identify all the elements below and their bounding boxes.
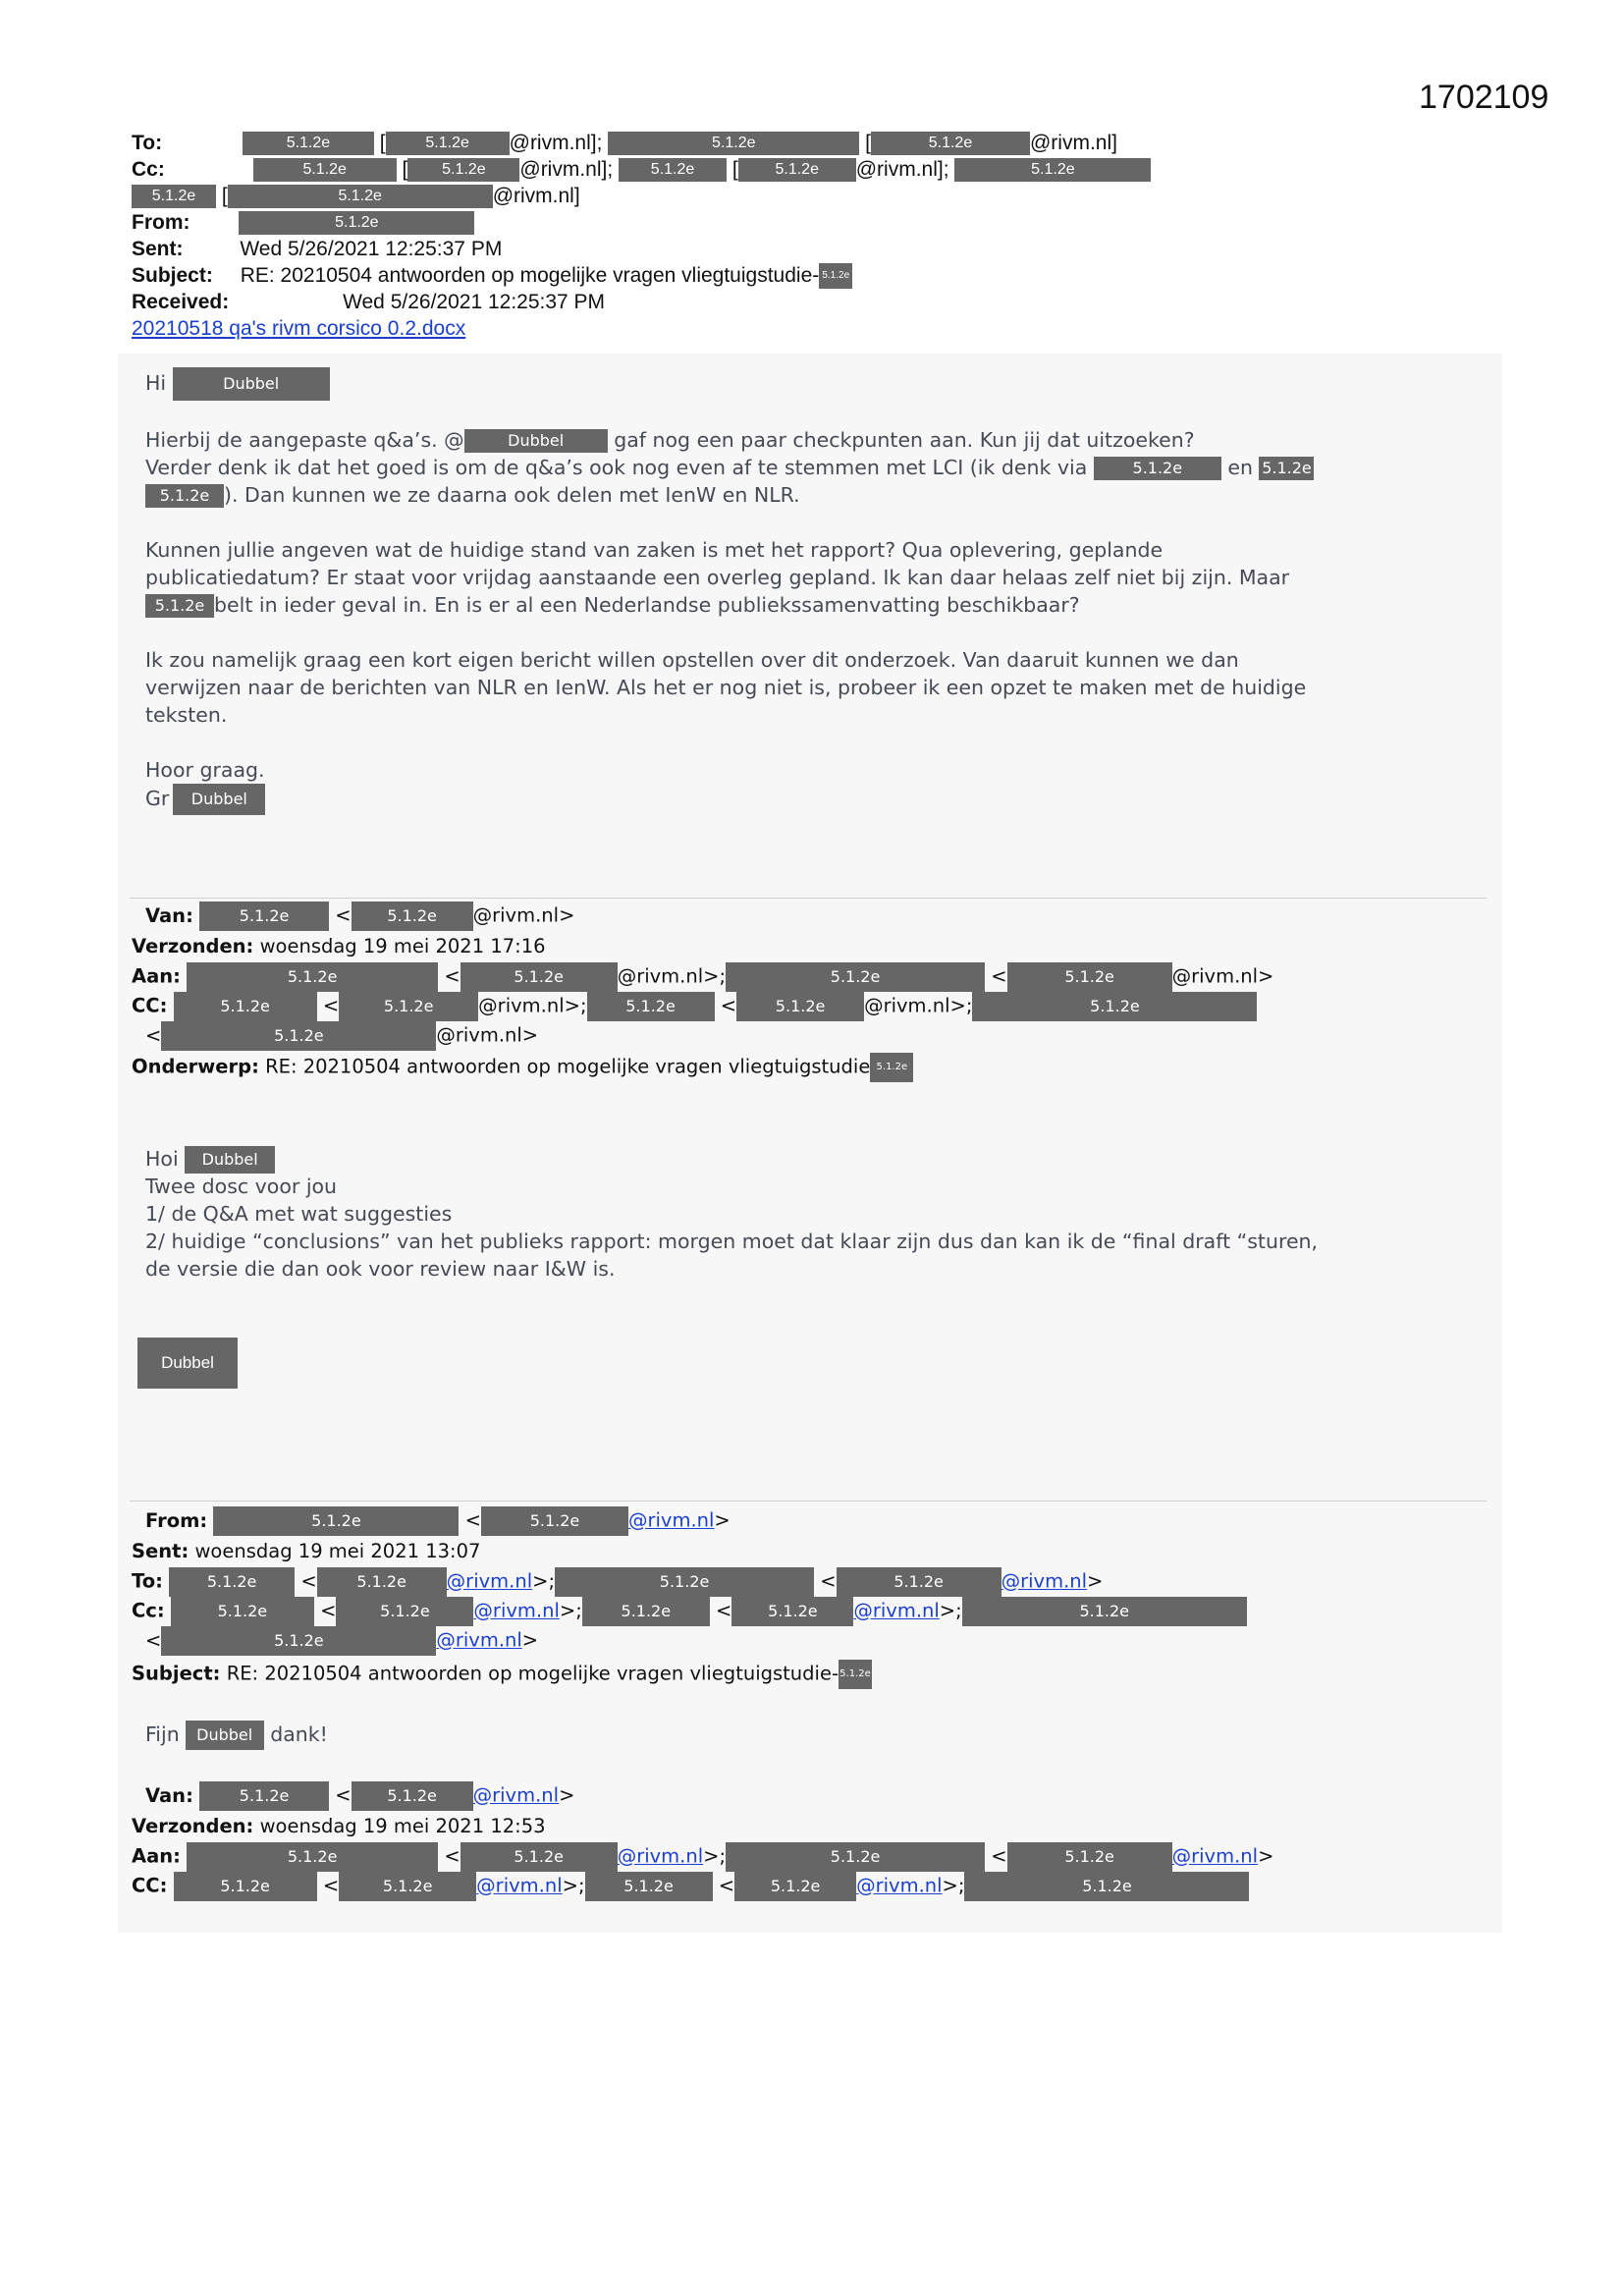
redaction: 5.1.2e xyxy=(187,1842,438,1872)
redaction: 5.1.2e xyxy=(145,594,214,618)
redaction: 5.1.2e xyxy=(481,1506,628,1536)
sent-value: Wed 5/26/2021 12:25:37 PM xyxy=(240,238,503,260)
body-line: 2/ huidige “conclusions” van het publieks rapport: morgen moet dat klaar zijn dus dan kan ik de “final draft “sturen, xyxy=(145,1230,1319,1253)
subject-label: Subject: xyxy=(132,264,213,287)
text: >; xyxy=(939,1599,962,1622)
redaction: 5.1.2e xyxy=(199,902,329,931)
paragraph-line: publicatiedatum? Er staat voor vrijdag aanstaande een overleg gepland. Ik kan daar helaas zelf niet bij zijn. Maar xyxy=(145,566,1290,589)
text: >; xyxy=(559,1599,582,1622)
redaction: 5.1.2e xyxy=(253,158,397,182)
text: < xyxy=(820,1569,837,1593)
cc-label: CC: xyxy=(132,1874,168,1897)
email2-van-line xyxy=(132,902,574,931)
email3-to-line xyxy=(132,1567,1103,1597)
email-link[interactable]: @rivm.nl xyxy=(476,1874,563,1897)
email-domain: @rivm.nl> xyxy=(1171,964,1274,988)
redaction: 5.1.2e xyxy=(1259,457,1314,480)
text: > xyxy=(521,1628,539,1652)
email-link[interactable]: @rivm.nl xyxy=(472,1783,560,1807)
redaction: 5.1.2e xyxy=(731,1597,853,1626)
separator xyxy=(130,1501,1487,1502)
redaction: 5.1.2e xyxy=(132,185,216,208)
email-link[interactable]: @rivm.nl xyxy=(1171,1844,1259,1868)
text: >; xyxy=(703,1844,727,1868)
paragraph-line xyxy=(145,481,800,509)
email1-cc-line2 xyxy=(132,183,580,209)
paragraph-line: teksten. xyxy=(145,703,228,727)
redaction: 5.1.2e xyxy=(962,1597,1247,1626)
separator xyxy=(130,898,1487,899)
redaction: 5.1.2e xyxy=(619,158,727,182)
redaction: 5.1.2e xyxy=(726,962,985,992)
redaction: 5.1.2e xyxy=(239,211,474,235)
redaction: 5.1.2e xyxy=(161,1626,436,1656)
body-line: Twee dosc voor jou xyxy=(145,1175,338,1198)
email-link[interactable]: @rivm.nl xyxy=(856,1874,943,1897)
redaction: 5.1.2e xyxy=(587,992,715,1021)
closing-line: Hoor graag. xyxy=(145,758,265,782)
text: Gr xyxy=(145,787,170,810)
email1-sent-line xyxy=(132,236,502,262)
email4-verzonden-line xyxy=(132,1813,546,1839)
text: < xyxy=(464,1508,481,1532)
verzonden-value: woensdag 19 mei 2021 17:16 xyxy=(259,935,546,957)
email1-cc-line xyxy=(132,156,1151,183)
cc-label: Cc: xyxy=(132,158,165,181)
redaction: 5.1.2e xyxy=(407,158,519,182)
redaction: 5.1.2e xyxy=(870,1053,913,1082)
text: Hierbij de aangepaste q&a’s. @ xyxy=(145,428,464,452)
email-domain: @rivm.nl]; xyxy=(855,158,949,181)
redaction: 5.1.2e xyxy=(243,132,374,155)
redaction: 5.1.2e xyxy=(336,1597,473,1626)
body-line xyxy=(145,1721,328,1750)
email-domain: @rivm.nl>; xyxy=(864,994,973,1017)
aan-label: Aan: xyxy=(132,1844,181,1868)
redaction: Dubbel xyxy=(185,1146,275,1174)
redaction: Dubbel xyxy=(173,367,330,401)
email3-subject-line xyxy=(132,1660,872,1689)
to-label: To: xyxy=(132,1569,163,1593)
text: >; xyxy=(532,1569,556,1593)
redaction: 5.1.2e xyxy=(734,1872,856,1901)
redaction: 5.1.2e xyxy=(972,992,1257,1021)
email-domain: @rivm.nl> xyxy=(472,903,575,927)
text: > xyxy=(559,1783,575,1807)
subject-label: Subject: xyxy=(132,1662,221,1685)
email-domain: @rivm.nl] xyxy=(492,185,580,207)
text: > xyxy=(1258,1844,1274,1868)
redaction: 5.1.2e xyxy=(736,992,864,1021)
text: < xyxy=(444,1844,460,1868)
email-domain: @rivm.nl>; xyxy=(478,994,587,1017)
email-link[interactable]: @rivm.nl xyxy=(473,1599,560,1622)
redaction: 5.1.2e xyxy=(339,992,478,1021)
paragraph-line: Kunnen jullie angeven wat de huidige stand van zaken is met het rapport? Qua oplevering, geplande xyxy=(145,538,1164,562)
email1-from-line xyxy=(132,209,474,236)
redaction: 5.1.2e xyxy=(555,1567,814,1597)
text: < xyxy=(335,1783,352,1807)
van-label: Van: xyxy=(145,903,193,927)
text: < xyxy=(322,1874,340,1897)
paragraph-line: Ik zou namelijk graag een kort eigen bericht willen opstellen over dit onderzoek. Van daaruit kunnen we dan xyxy=(145,648,1239,672)
text: < xyxy=(145,1628,162,1652)
from-label: From: xyxy=(145,1508,208,1532)
sent-label: Sent: xyxy=(132,238,184,260)
redaction-block xyxy=(137,1338,238,1389)
text: >; xyxy=(562,1874,585,1897)
email-domain: @rivm.nl]; xyxy=(519,158,614,181)
redaction: Dubbel xyxy=(186,1721,264,1750)
paragraph-line xyxy=(145,454,1314,481)
email-domain: @rivm.nl> xyxy=(436,1023,539,1047)
redaction: Dubbel xyxy=(173,784,265,815)
bracket: [ xyxy=(402,158,408,181)
email3-from-line xyxy=(132,1506,731,1536)
redaction: 5.1.2e xyxy=(174,992,317,1021)
text: < xyxy=(444,964,460,988)
text: > xyxy=(714,1508,731,1532)
document-number: 1702109 xyxy=(1419,79,1549,116)
email-link[interactable]: @rivm.nl xyxy=(1001,1569,1088,1593)
email-link[interactable]: @rivm.nl xyxy=(617,1844,704,1868)
aan-label: Aan: xyxy=(132,964,181,988)
redaction: 5.1.2e xyxy=(145,484,224,508)
email-link[interactable]: @rivm.nl xyxy=(853,1599,940,1622)
email4-van-line xyxy=(132,1781,574,1811)
text: < xyxy=(718,1874,735,1897)
redaction: 5.1.2e xyxy=(213,1506,459,1536)
redaction: Dubbel xyxy=(137,1338,238,1389)
text: < xyxy=(322,994,340,1017)
email2-onderwerp-line xyxy=(132,1053,913,1082)
redaction: 5.1.2e xyxy=(738,158,856,182)
redaction: 5.1.2e xyxy=(1094,457,1221,480)
van-label: Van: xyxy=(145,1783,193,1807)
redaction: 5.1.2e xyxy=(317,1567,447,1597)
email-link[interactable]: @rivm.nl xyxy=(627,1508,715,1532)
text: belt in ieder geval in. En is er al een Nederlandse publiekssamenvatting beschikbaar? xyxy=(214,593,1080,617)
redaction: 5.1.2e xyxy=(608,132,859,155)
text: en xyxy=(1227,456,1253,479)
verzonden-label: Verzonden: xyxy=(132,935,254,957)
email2-cc-line xyxy=(132,992,1257,1021)
email3-cc-line2 xyxy=(132,1626,538,1656)
redaction: 5.1.2e xyxy=(460,962,618,992)
email-domain: @rivm.nl>; xyxy=(617,964,727,988)
redaction: 5.1.2e xyxy=(352,1781,473,1811)
bracket: [ xyxy=(865,132,871,154)
redaction: 5.1.2e xyxy=(839,1660,872,1689)
redaction: 5.1.2e xyxy=(174,1872,317,1901)
received-label: Received: xyxy=(132,291,230,313)
redaction: Dubbel xyxy=(464,429,608,453)
redaction: 5.1.2e xyxy=(352,902,473,931)
redaction: 5.1.2e xyxy=(169,1567,295,1597)
email-domain: @rivm.nl]; xyxy=(509,132,603,154)
redaction: 5.1.2e xyxy=(339,1872,476,1901)
text: < xyxy=(145,1023,162,1047)
email-link[interactable]: @rivm.nl xyxy=(436,1628,522,1652)
email-domain: @rivm.nl] xyxy=(1029,132,1117,154)
text: Fijn xyxy=(145,1722,180,1746)
email-link[interactable]: @rivm.nl xyxy=(446,1569,533,1593)
redaction: 5.1.2e xyxy=(187,962,438,992)
greeting-line xyxy=(145,367,330,401)
redaction: 5.1.2e xyxy=(171,1597,314,1626)
received-value: Wed 5/26/2021 12:25:37 PM xyxy=(343,291,606,313)
redaction: 5.1.2e xyxy=(585,1872,713,1901)
redaction: 5.1.2e xyxy=(1007,962,1172,992)
redaction: 5.1.2e xyxy=(964,1872,1249,1901)
attachment-link[interactable]: 20210518 qa's rivm corsico 0.2.docx xyxy=(132,317,466,340)
greeting-line xyxy=(145,1145,275,1174)
subject-value: RE: 20210504 antwoorden op mogelijke vragen vliegtuigstudie- xyxy=(226,1662,839,1685)
body-line: de versie die dan ook voor review naar I&W is. xyxy=(145,1257,616,1281)
text: < xyxy=(335,903,352,927)
redaction: 5.1.2e xyxy=(837,1567,1001,1597)
redaction: 5.1.2e xyxy=(819,263,852,289)
redaction: 5.1.2e xyxy=(582,1597,710,1626)
onderwerp-value: RE: 20210504 antwoorden op mogelijke vragen vliegtuigstudie xyxy=(265,1055,871,1078)
text: < xyxy=(716,1599,732,1622)
email1-to-line xyxy=(132,130,1117,156)
text: dank! xyxy=(270,1722,328,1746)
text: >; xyxy=(942,1874,965,1897)
paragraph-line: verwijzen naar de berichten van NLR en IenW. Als het er nog niet is, probeer ik een opzet te maken met de huidige xyxy=(145,676,1307,699)
text: Verder denk ik dat het goed is om de q&a’s ook nog even af te stemmen met LCI (ik denk via xyxy=(145,456,1088,479)
email2-cc-line2 xyxy=(132,1021,538,1051)
bracket: [ xyxy=(379,132,386,154)
attachment-row xyxy=(132,315,465,342)
email1-received-line xyxy=(132,289,605,315)
email4-aan-line xyxy=(132,1842,1273,1872)
text: < xyxy=(300,1569,317,1593)
email4-cc-line xyxy=(132,1872,1249,1901)
email2-verzonden-line xyxy=(132,933,546,959)
redaction: 5.1.2e xyxy=(1007,1842,1172,1872)
verzonden-value: woensdag 19 mei 2021 12:53 xyxy=(259,1815,546,1837)
text: gaf nog een paar checkpunten aan. Kun jij dat uitzoeken? xyxy=(614,428,1195,452)
email3-sent-line xyxy=(132,1538,480,1564)
email2-aan-line xyxy=(132,962,1273,992)
text: < xyxy=(320,1599,337,1622)
email3-cc-line xyxy=(132,1597,1247,1626)
verzonden-label: Verzonden: xyxy=(132,1815,254,1837)
sent-label: Sent: xyxy=(132,1540,189,1562)
redaction: 5.1.2e xyxy=(161,1021,436,1051)
subject-value: RE: 20210504 antwoorden op mogelijke vragen vliegtuigstudie- xyxy=(240,264,820,287)
cc-label: CC: xyxy=(132,994,168,1017)
redaction: 5.1.2e xyxy=(871,132,1030,155)
sent-value: woensdag 19 mei 2021 13:07 xyxy=(194,1540,481,1562)
bracket: [ xyxy=(221,185,228,207)
signature-line xyxy=(145,784,265,815)
greeting: Hi xyxy=(145,371,167,395)
paragraph-line xyxy=(145,426,1195,454)
text: ). Dan kunnen we ze daarna ook delen met IenW en NLR. xyxy=(224,483,800,507)
email1-subject-line xyxy=(132,262,852,289)
paragraph-line xyxy=(145,591,1080,619)
bracket: [ xyxy=(731,158,738,181)
to-label: To: xyxy=(132,132,163,154)
redaction: 5.1.2e xyxy=(460,1842,618,1872)
redaction: 5.1.2e xyxy=(199,1781,329,1811)
redaction: 5.1.2e xyxy=(386,132,510,155)
redaction: 5.1.2e xyxy=(954,158,1151,182)
onderwerp-label: Onderwerp: xyxy=(132,1055,259,1078)
redaction: 5.1.2e xyxy=(726,1842,985,1872)
body-line: 1/ de Q&A met wat suggesties xyxy=(145,1202,453,1226)
text: < xyxy=(991,964,1007,988)
text: > xyxy=(1087,1569,1104,1593)
greeting: Hoi xyxy=(145,1147,179,1171)
text: < xyxy=(720,994,737,1017)
text: < xyxy=(991,1844,1007,1868)
from-label: From: xyxy=(132,211,190,234)
redaction: 5.1.2e xyxy=(228,185,493,208)
cc-label: Cc: xyxy=(132,1599,165,1622)
